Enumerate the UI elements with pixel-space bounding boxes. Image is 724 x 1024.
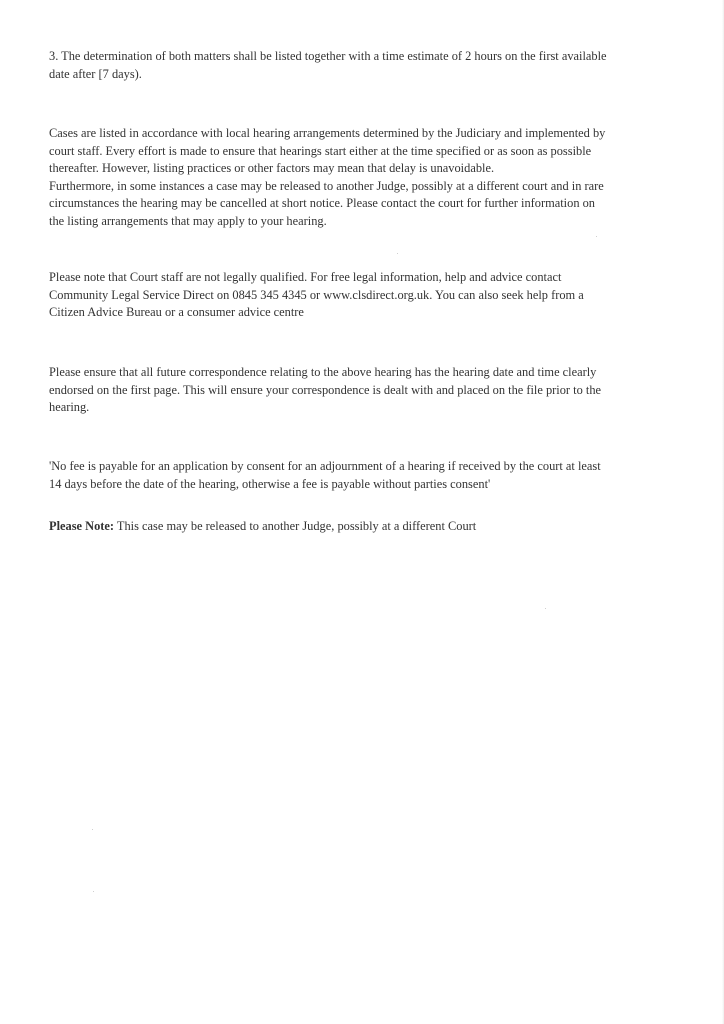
paragraph-listing-arrangements xyxy=(49,125,679,230)
paragraph-legal-advice xyxy=(49,269,679,322)
text-line: circumstances the hearing may be cancelled at short notice. Please contact the court for further information on xyxy=(49,196,596,210)
scan-speck xyxy=(93,891,94,892)
text-line: Please ensure that all future correspondence relating to the above hearing has the hearing date and time clearly xyxy=(49,365,597,379)
scan-speck xyxy=(545,608,546,609)
text-line: court staff. Every effort is made to ensure that hearings start either at the time specified or as soon as possible xyxy=(49,143,592,158)
please-note-text: This case may be released to another Judge, possibly at a different Court xyxy=(114,519,477,533)
text-line: endorsed on the first page. This will ensure your correspondence is dealt with and placed on the file prior to the xyxy=(49,382,602,397)
scan-speck xyxy=(92,829,93,830)
text-line: Cases are listed in accordance with local hearing arrangements determined by the Judiciary and implemented by xyxy=(49,126,606,140)
paragraph-correspondence xyxy=(49,364,679,417)
paragraph-listing-direction xyxy=(49,48,679,83)
text-line: date after [7 days). xyxy=(49,66,142,81)
text-line: 3. The determination of both matters shall be listed together with a time estimate of 2 hours on the first available xyxy=(49,49,607,63)
text-line: hearing. xyxy=(49,400,90,414)
text-line: Furthermore, in some instances a case may be released to another Judge, possibly at a different court and in rare xyxy=(49,178,604,193)
text-line: the listing arrangements that may apply to your hearing. xyxy=(49,213,327,228)
text-line xyxy=(49,518,679,536)
paragraph-fee-notice xyxy=(49,458,679,493)
text-line: 'No fee is payable for an application by consent for an adjournment of a hearing if received by the court at least xyxy=(49,459,601,473)
text-line: Citizen Advice Bureau or a consumer advice centre xyxy=(49,305,304,319)
text-line: thereafter. However, listing practices or other factors may mean that delay is unavoidable. xyxy=(49,161,495,175)
scan-speck xyxy=(397,253,398,254)
text-line: Community Legal Service Direct on 0845 345 4345 or www.clsdirect.org.uk. You can also seek help from a xyxy=(49,287,584,302)
text-line: Please note that Court staff are not legally qualified. For free legal information, help and advice contact xyxy=(49,270,562,284)
please-note xyxy=(49,518,679,536)
scan-speck xyxy=(596,236,597,237)
please-note-label: Please Note: xyxy=(49,519,115,533)
text-line: 14 days before the date of the hearing, otherwise a fee is payable without parties consent' xyxy=(49,476,491,491)
